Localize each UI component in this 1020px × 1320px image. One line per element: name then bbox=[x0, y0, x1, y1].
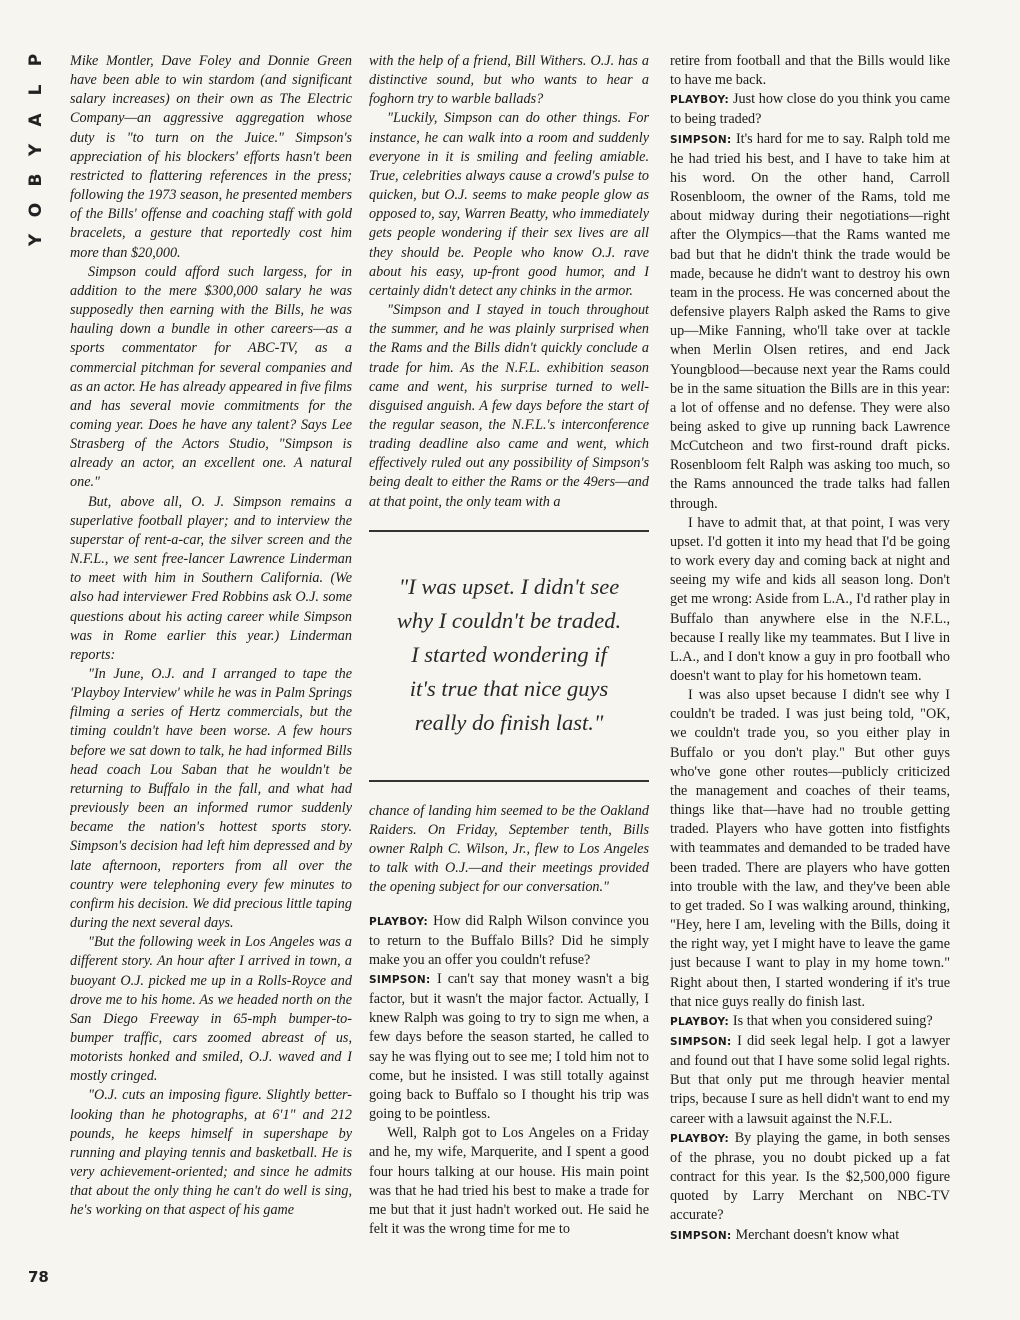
intro-paragraph: Simpson could afford such largess, for in addition to the mere $300,000 salary he was supposedly then earning with the Bills, he was hauling down a bundle in other careers—as a sports commentator for ABC-TV, as a commercial pitchman for several companies and as an actor. He has already appeared in five films and has several movie commitments for the coming year. Does he have any talent? Says Lee Strasberg of the Actors Studio, "Simpson is already an actor, an excellent one. A natural one." bbox=[70, 263, 352, 491]
column-2 bbox=[369, 52, 649, 1302]
speaker-label: PLAYBOY: bbox=[670, 1132, 735, 1145]
interview-entry bbox=[670, 90, 950, 129]
interview-entry bbox=[670, 52, 950, 90]
speaker-label: SIMPSON: bbox=[670, 1035, 738, 1048]
side-label-letter: Y bbox=[26, 231, 46, 247]
interview-entry bbox=[670, 1129, 950, 1226]
pull-quote-line: "I was upset. I didn't see bbox=[398, 573, 620, 599]
speaker-label: SIMPSON: bbox=[670, 133, 736, 146]
speaker-label: SIMPSON: bbox=[670, 1229, 736, 1242]
interview-text: By playing the game, in both senses of the phrase, you no doubt picked up a fat contract for this year. Is the $2,500,000 figure quoted by Larry Merchant on NBC-TV accurate? bbox=[670, 1129, 950, 1224]
interview-entry bbox=[670, 686, 950, 1012]
interview-text: How did Ralph Wilson convince you to return to the Buffalo Bills? Did he simply make you an offer you couldn't refuse? bbox=[369, 912, 649, 968]
speaker-label: PLAYBOY: bbox=[369, 915, 434, 928]
interview-entry bbox=[670, 1226, 950, 1246]
page-number: 78 bbox=[28, 1268, 49, 1286]
interview-text: Is that when you considered suing? bbox=[732, 1012, 933, 1029]
side-label-letter: B bbox=[26, 171, 46, 187]
pull-quote-line: really do finish last." bbox=[414, 709, 604, 735]
side-label-letter: O bbox=[26, 200, 46, 218]
intro-paragraph: chance of landing him seemed to be the Oakland Raiders. On Friday, September tenth, Bills owner Ralph C. Wilson, Jr., flew to Los Angeles to talk with O.J.—and their meetings provided the opening subject for our conversation." bbox=[369, 802, 649, 896]
column-1 bbox=[70, 52, 352, 1302]
interview-entry bbox=[670, 1012, 950, 1032]
pull-quote-line: I started wondering if bbox=[411, 641, 607, 667]
side-label-letter: L bbox=[26, 82, 46, 96]
intro-paragraph: "In June, O.J. and I arranged to tape the 'Playboy Interview' while he was in Palm Springs filming a series of Hertz commercials, but the timing couldn't have been worse. A few hours before we sat down to talk, he had informed Bills head coach Lou Saban that he wouldn't be returning to Buffalo in the fall, and what had previously been an informed rumor suddenly became the nation's hottest sports story. Simpson's decision had left him depressed and by late afternoon, reporters from all over the country were telephoning every few minutes to confirm his decision. We did precious little taping during the next several days. bbox=[70, 666, 352, 932]
interview-text: I have to admit that, at that point, I was very upset. I'd gotten it into my head that I'd be going to work every day and coming back at night and seeing my wife and kids all season long. Don't get me wrong: Aside from L.A., I'd rather play in Buffalo than anywhere else in the N.F.L., because I really like my teammates. But I live in L.A., and I don't know a guy in pro football who doesn't want to play for his hometown team. bbox=[670, 514, 950, 684]
intro-paragraph: "But the following week in Los Angeles was a different story. An hour after I arrived in town, a buoyant O.J. picked me up in a Rolls-Royce and drove me to his home. As we headed north on the San Diego Freeway in 65-mph bumper-to-bumper traffic, cars zoomed abreast of us, motorists honked and smiled, O.J. waved and I mostly cringed. bbox=[70, 934, 352, 1085]
interview-text: I was also upset because I didn't see why I couldn't be traded. I was just being told, "OK, we couldn't trade you, so you either play in Buffalo or you don't play." But other guys who've gone other routes—publicly criticized the management and coaches of their teams, things like that—have had no trouble getting traded. Players who have gotten into fistfights with teammates and demanded to be traded have been traded. There are players who have gotten into trouble with the law, and they've been able to get traded. So I was walking around, thinking, "Hey, here I am, leveling with the Bills, doing it the right way, yet I might have to leave the game just because I want to play in my home town." Right about then, I started wondering if it's true that nice guys really do finish last. bbox=[670, 687, 950, 1010]
interview-text: retire from football and that the Bills would like to have me back. bbox=[670, 53, 950, 89]
interview-text: Just how close do you think you came to being traded? bbox=[670, 91, 950, 128]
interview-entry bbox=[670, 130, 950, 514]
interview-entry bbox=[670, 1032, 950, 1129]
intro-paragraph: But, above all, O. J. Simpson remains a superlative football player; and to interview the superstar of rent-a-car, the silver screen and the N.F.L., we sent free-lancer Lawrence Linderman to meet with him in Southern California. (We also had interviewer Fred Robbins ask O.J. some questions about his acting career while Simpson was in Rome earlier this year.) Linderman reports: bbox=[70, 493, 352, 663]
interview-text: I can't say that money wasn't a big factor, but it wasn't the major factor. Actually, I knew Ralph was going to try to sign me when, a few days before the season started, he called to say he was flying out to see me; I told him not to come, but he insisted. I was still totally against going back to Buffalo so I thought his trip was going to be pointless. bbox=[369, 971, 649, 1123]
intro-paragraph: "Luckily, Simpson can do other things. For instance, he can walk into a room and suddenly everyone in it is smiling and feeling amiable. True, celebrities always cause a crowd's pulse to quicken, but O.J. seems to make people glow as opposed to, say, Warren Beatty, who immediately gets people wondering if their sex lives are all they should be. People who know O.J. rave about his easy, up-front good humor, and I certainly didn't detect any chinks in the armor. bbox=[369, 110, 649, 299]
interview-text: I did seek legal help. I got a lawyer and found out that I have some solid legal rights. But that only put me through heavier mental trips, because I sure as hell didn't want to end my career with a lawsuit against the N.F.L. bbox=[670, 1032, 950, 1127]
pull-quote-line: why I couldn't be traded. bbox=[396, 607, 622, 633]
interview-entry bbox=[369, 912, 649, 970]
pull-quote bbox=[369, 530, 649, 782]
interview-text: Merchant doesn't know what bbox=[735, 1226, 900, 1243]
side-label-letter: P bbox=[26, 51, 46, 67]
interview-text: It's hard for me to say. Ralph told me he had tried his best, and I have to take him at his word. On the other hand, Carroll Rosenbloom, the owner of the Rams, told me about midway during their negotiations—right after the Olympics—that the Rams wanted me bad but that he didn't think the trade would be made, because he didn't want to destroy his own team in the process. He was concerned about the defensive players Ralph asked the Rams to give up—Mike Fanning, who'll take over at tackle when Merlin Olsen retires, and end Jack Youngblood—because next year the Rams could be in the same situation the Bills are in this year: a lot of offense and no defense. They were also being asked to give up running back Lawrence McCutcheon and two first-round draft picks. Rosenbloom felt Ralph was asking too much, so the Rams announced the trade talks had fallen through. bbox=[670, 130, 950, 512]
interview-entry bbox=[670, 514, 950, 686]
side-label-letter: Y bbox=[26, 141, 46, 157]
intro-paragraph: with the help of a friend, Bill Withers. O.J. has a distinctive sound, but who wants to hear a foghorn try to warble ballads? bbox=[369, 53, 649, 108]
column-3 bbox=[670, 52, 950, 1302]
intro-paragraph: "Simpson and I stayed in touch throughout the summer, and he was plainly surprised when the Rams and the Bills didn't quickly conclude a trade for him. As the N.F.L. exhibition season came and went, his surprise turned to well-disguised anguish. A few days before the start of the regular season, the N.F.L.'s interconference trading deadline also came and went, which effectively ruled out any possibility of Simpson's being dealt to either the Rams or the 49ers—and at that point, the only team with a bbox=[369, 302, 649, 510]
speaker-label: PLAYBOY: bbox=[670, 94, 734, 107]
speaker-label: PLAYBOY: bbox=[670, 1015, 733, 1028]
magazine-side-label bbox=[24, 44, 58, 254]
side-label-letter: A bbox=[26, 111, 46, 127]
interview-entry bbox=[369, 1124, 649, 1239]
interview-entry bbox=[369, 970, 649, 1124]
speaker-label: SIMPSON: bbox=[369, 974, 437, 986]
interview-text: Well, Ralph got to Los Angeles on a Friday and he, my wife, Marquerite, and I spent a good four hours talking at our house. His main point was that he had tried his best to make a trade for me but that it just hadn't worked out. He said he felt it was the wrong time for me to bbox=[369, 1125, 649, 1238]
intro-paragraph: Mike Montler, Dave Foley and Donnie Green have been able to win stardom (and significant salary increases) on their own as The Electric Company—an aggressive aggregation whose duty is "to turn on the Juice." Simpson's appreciation of his blockers' efforts hasn't been restricted to flattering references in the press; following the 1973 season, he presented members of the Bills' offense and coaching staff with gold bracelets, a gesture that reportedly cost him more than $20,000. bbox=[70, 53, 352, 261]
intro-paragraph: "O.J. cuts an imposing figure. Slightly better-looking than he photographs, at 6'1" and 212 pounds, he keeps himself in supershape by running and playing tennis and basketball. He is very achievement-oriented; and since he admits that about the only thing he can't do well is sing, he's working on that aspect of his game bbox=[70, 1087, 352, 1219]
pull-quote-line: it's true that nice guys bbox=[409, 675, 609, 701]
